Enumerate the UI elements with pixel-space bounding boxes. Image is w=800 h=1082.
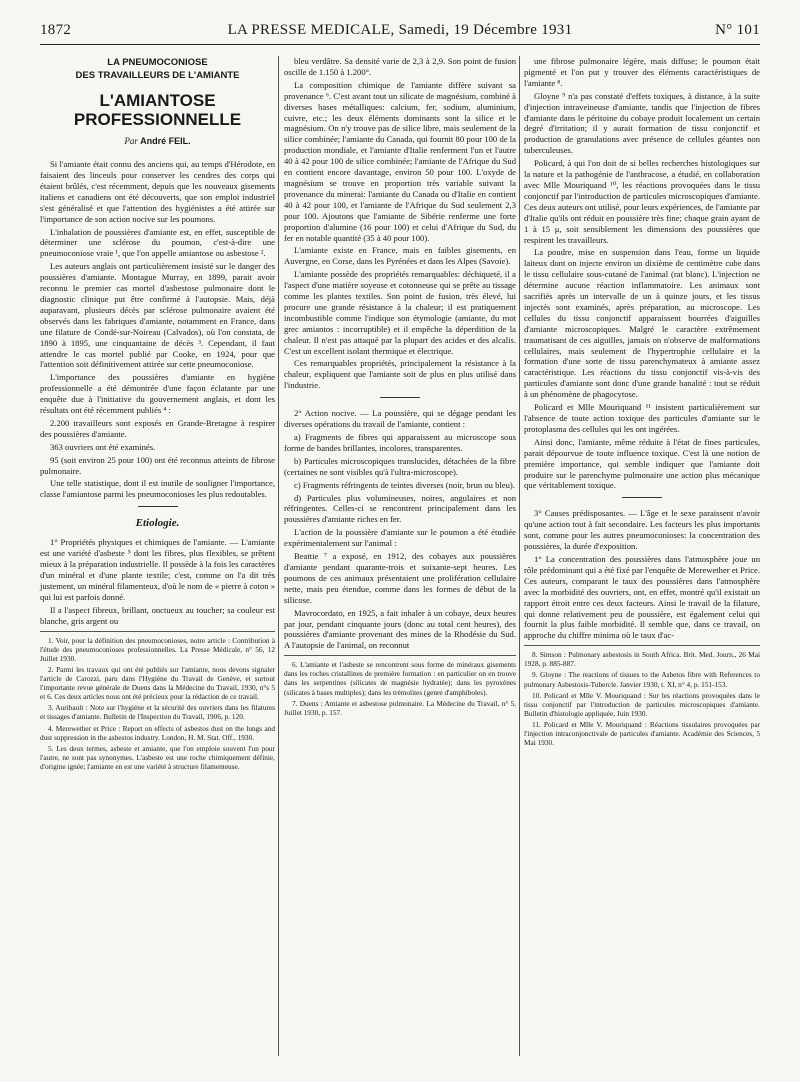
footnote: 9. Gloyne : The reactions of tissues to the Asbetos fibre with References to pulmonary Asbestosis-Tubercle. Janvier 1930, t. XI, n° 4, p. 151-153. — [524, 670, 760, 689]
kicker-line: LA PNEUMOCONIOSE — [107, 57, 208, 68]
paragraph: 95 (soit environ 25 pour 100) ont été reconnus atteints de fibrose pulmonaire. — [40, 454, 275, 476]
paragraph: une fibrose pulmonaire légère, mais diffuse; le poumon était pigmenté et l'on put y trouver des éléments caractéristiques de l'amiante ⁸. — [524, 56, 760, 88]
byline-prefix: Par — [124, 135, 138, 146]
article-title — [40, 91, 275, 130]
paragraph: 3° Causes prédisposantes. — L'âge et le sexe paraissent n'avoir qu'une action tout à fait secondaire. Les facteurs les plus importants sont, comme pour les autres pneumoconioses: la concentration des poussières, la durée d'exposition. — [524, 508, 760, 552]
paragraph: 2° Action nocive. — La poussière, qui se dégage pendant les diverses opérations du travail de l'amiante, contient : — [284, 408, 516, 430]
column-rule — [519, 56, 520, 1056]
title-line: PROFESSIONNELLE — [73, 110, 242, 130]
paragraph: Beattie ⁷ a exposé, en 1912, des cobayes aux poussières d'amiante pendant quarante-trois et soixante-sept heures. Les poumons de ces animaux présentaient une prolifération cellulaire nette, mais peu étendue, comme dans les formes de début de la silicose. — [284, 551, 516, 605]
paragraph: 2.200 travailleurs sont exposés en Grande-Bretagne à respirer des poussières d'amiante. — [40, 417, 275, 439]
paragraph: Les auteurs anglais ont particulièrement insisté sur le danger des poussières d'amiante. Montague Murray, en 1899, parait avoir reconnu le premier cas mortel d'asbestose pulmonaire dont le diagnostic clinique put être confirmé à l'autopsie. Mais, déjà auparavant, plusieurs décès par sclérose pulmonaire avaient été observés dans les fabriques d'amiante, notamment en France, dans une filature de Condé-sur-Noireau (Calvados), où l'on constata, de 1890 à 1895, une cinquantaine de décès ³. Cependant, il faut attendre le cas mortel publié par Cooke, en 1924, pour que l'attention soit définitivement attirée sur cette pneumoconiose. — [40, 261, 275, 370]
paragraph: d) Particules plus volumineuses, noires, angulaires et non réfringentes. Celles-ci se rencontrent principalement dans les poussières d'amiante riches en fer. — [284, 492, 516, 525]
footnotes — [524, 645, 760, 747]
paragraph: Il a l'aspect fibreux, brillant, onctueux au toucher; sa couleur est blanche, gris argent ou — [40, 604, 275, 626]
column-rule — [278, 56, 279, 1056]
paragraph: Policard et Mlle Mouriquand ¹¹ insistent particulièrement sur l'absence de toute action toxique des particules d'amiante sur le protoplasma des cellules qui les ont ingérées. — [524, 402, 760, 434]
divider — [138, 506, 178, 507]
divider — [380, 397, 420, 398]
column-1 — [40, 56, 275, 773]
footnote: 5. Les deux termes, asbeste et amiante, que l'on emploie souvent l'un pour l'autre, ne sont pas synonymes. L'asbeste est une roche chimiquement définie, d'origine ignée; l'amiante en est une variété à structure filamenteuse. — [40, 743, 275, 771]
paragraph: L'inhalation de poussières d'amiante est, en effet, susceptible de déterminer une sclérose du poumon, c'est-à-dire une pneumoconiose vraie ¹, que l'on appelle amiantose ou asbestose ². — [40, 226, 275, 259]
footnote: 8. Simson : Pulmonary asbestosis in South Africa. Brit. Med. Journ., 26 Mai 1928, p. 885-887. — [524, 650, 760, 669]
paragraph: La poudre, mise en suspension dans l'eau, forme un liquide laiteux dont on injecte environ un dixième de centimètre cube dans le tissu cellulaire sous-cutané de l'animal (rat blanc). L'injection ne détermine aucune réaction inflammatoire. Les animaux sont sacrifiés après un intervalle de un à quinze jours, et les tissus injectés sont examinés, après préparation, au microscope. Les cellules du tissu conjonctif apparaissent bourrées d'aiguilles d'amiante microscopiques. Malgré le caractère extrêmement traumatisant de ces aiguilles, jamais on n'observe de malformations cellulaires, mais seulement de l'hypertrophie cellulaire et la formation d'une sorte de tissu parenchymateux à amiante assez caractéristique. Les réactions du tissu conjonctif vis-à-vis des particules d'amiante sont donc d'une grande banalité : tout se réduit à un phénomène de phagocytose. — [524, 247, 760, 400]
col2b-text — [284, 408, 516, 651]
paragraph: 1° La concentration des poussières dans l'atmosphère joue un rôle prédominant qui a été fixé par l'enquête de Merewether et Price. Ces auteurs, comparant le taux des poussières dans l'atmosphère avec la morbidité des ouvriers, ont, en effet, montré qu'il existait un rapport étroit entre ces deux facteurs. Ainsi le travail de la filature, qui donne relativement peu de poussière, est également celui qui fournit la plus faible morbidité. Il semble que, dans ce travail, on approche du chiffre minima où le taux d'ac- — [524, 553, 760, 641]
paragraph: L'amiante possède des propriétés remarquables: déchiqueté, il a l'aspect d'une matière soyeuse et cotonneuse qui se prête au tissage comme les plantes textiles. Son point de fusion, très élevé, lui procure une grande résistance à la chaleur; il est pratiquement incombustible comme l'indique son étymologie (amiante, du mot grec amiantos : incorruptible) et il empêche la déperdition de la chaleur. Il n'est pas attaqué par la plupart des acides et des alcalis. C'est un excellent isolant thermique et électrique. — [284, 269, 516, 356]
paragraph: L'amiante existe en France, mais en faibles gisements, en Auvergne, en Corse, dans les Pyrénées et dans les Alpes (Savoie). — [284, 245, 516, 267]
footnote: 3. Auribault : Note sur l'hygiène et la sécurité des ouvriers dans les filatures et tissages d'amiante. Bulletin de l'Inspection du Travail, 1906, p. 120. — [40, 703, 275, 722]
paragraph: a) Fragments de fibres qui apparaissent au microscope sous forme de bandes brillantes, incolores, transparentes. — [284, 432, 516, 453]
footnote: 11. Policard et Mlle V. Mouriquand : Réactions tissulaires provoquées par l'injection intraconjonctivale de particules d'amiante. Académie des Sciences, 5 Mai 1930. — [524, 719, 760, 748]
paragraph: b) Particules microscopiques translucides, détachées de la fibre (certaines ne sont visibles qu'à l'ultra-microscope). — [284, 455, 516, 477]
footnote: 10. Policard et Mlle V. Mouriquand : Sur les réactions provoquées dans le tissu conjonctif par l'introduction de particules microscopiques d'amiante. Bulletin d'histologie appliquée, Juin 1930. — [524, 690, 760, 718]
footnotes — [284, 655, 516, 717]
footnote: 6. L'amiante et l'asbeste se rencontrent sous forme de minéraux gisements dans les roches cristallines de première formation : en particulier on en trouve dans les serpentines (silicates de magnésie hydratée); dans les pyroxènes (silicates à bases multiples); dans les trémolites (genre d'amphiboles). — [284, 660, 516, 697]
section-heading: Etiologie. — [135, 517, 180, 530]
col2-text — [284, 56, 516, 391]
paragraph: Policard, à qui l'on doit de si belles recherches histologiques sur la nature et la pathogénie de l'anthracose, a étudié, en collaboration avec Mlle Mouriquand ¹⁰, les réactions provoquées dans le tissu conjonctif par l'introduction de particules microscopiques d'amiante. Ces deux auteurs ont utilisé, pour leurs expériences, de l'amiante par d'Italie qu'ils ont réduit en poussière très fine; chaque grain ayant de 1 à 15 μ, soit sensiblement les dimensions des poussières que respirent les travailleurs. — [524, 158, 760, 245]
col1-text — [40, 159, 275, 500]
paragraph: La composition chimique de l'amiante diffère suivant sa provenance ⁶. C'est avant tout un silicate de magnésium, combiné à diverses bases métalliques: calcium, fer, sodium, aluminium, cuivre, etc.; les deux éléments dominants sont la silice et le magnésium. On n'y trouve pas de silice libre, mais seulement de la silice combinée; l'amiante du Canada, qui fournit 80 pour 100 de la production mondiale, et l'amiante d'Italie renferment l'un et l'autre 40 à 42 pour 100 de silice combinée; l'amiante de l'Afrique du Sud en contient encore davantage, environ 50 pour 100. L'oxyde de magnésium se trouve en proportion très variable suivant la provenance du minerai: l'amiante du Canada ou d'Italie en contient 40 à 42 pour 100, et l'amiante de l'Afrique du Sud seulement 2,3 pour 100. Ajoutons que l'amiante de Sibérie renferme une forte proportion d'alumine (16 pour 100) et celui d'Afrique du Sud, du fer en notable quantité (35 à 40 pour 100). — [284, 79, 516, 243]
journal-title: LA PRESSE MEDICALE, Samedi, 19 Décembre 1931 — [227, 22, 573, 38]
footnotes — [40, 631, 275, 772]
title-line: L'AMIANTOSE — [99, 90, 216, 110]
col3b-text — [524, 508, 760, 641]
paragraph: bleu verdâtre. Sa densité varie de 2,3 à 2,9. Son point de fusion oscille de 1.150 à 1.200°. — [284, 56, 516, 77]
paragraph: L'importance des poussières d'amiante en hygiène professionnelle a été démontrée d'une façon éclatante par une enquête due à l'initiative du gouvernement anglais, et dont les résultats ont été récemment publiés ⁴ : — [40, 372, 275, 416]
paragraph: Ces remarquables propriétés, principalement la résistance à la chaleur, expliquent que l'amiante soit de plus en plus utilisé dans l'industrie. — [284, 358, 516, 391]
paragraph: Ainsi donc, l'amiante, même réduite à l'état de fines particules, parait dépourvue de toute influence toxique. C'est là une notion de première importance, qui semble indiquer que l'amiante doit produire sur le parenchyme pulmonaire une action plus mécanique que véritablement toxique. — [524, 436, 760, 491]
paragraph: Si l'amiante était connu des anciens qui, au temps d'Hérodote, en faisaient des linceuls pour conserver les cendres des corps qui étaient brûlés, c'est récemment, depuis que les nouveaux gisements italiens et canadiens ont été découverts, que son emploi industriel s'est généralisé et que l'attention des hygiénistes a été attirée sur l'importance de son action nocive sur les poumons. — [40, 159, 275, 224]
paragraph: c) Fragments réfringents de teintes diverses (noir, brun ou bleu). — [294, 479, 515, 490]
page-header — [40, 18, 760, 45]
page-number: 1872 — [40, 22, 72, 38]
paragraph: 363 ouvriers ont été examinés. — [50, 441, 156, 452]
footnote: 4. Merewether et Price : Report on effects of asbestos dust on the lungs and dust suppression in the asbestos industry. London, H. M. Stat. Off., 1930. — [40, 723, 275, 742]
column-2 — [284, 56, 516, 719]
article-kicker — [40, 56, 275, 83]
paragraph: 1° Propriétés physiques et chimiques de l'amiante. — L'amiante est une variété d'asbeste ⁵ dont les fibres, plus flexibles, se prêtent mieux à la préparation industrielle. Il possède à la fois les caractères d'un minéral et d'une plante textile; c'est, comme on l'a dit très justement, un minéral filamenteux, d'où le nom de « pierre à coton » qui lui est parfois donné. — [40, 537, 275, 602]
col3-text — [524, 56, 760, 491]
paragraph: Mavrocordato, en 1925, a fait inhaler à un cobaye, deux heures par jour, pendant cinquante jours (donc au total cent heures), des poussières d'amiante provenant des mines de la Rhodésie du Sud. A l'autopsie de l'animal, on reconnut — [284, 607, 516, 651]
paragraph: Une telle statistique, dont il est inutile de souligner l'importance, classe l'amiantose parmi les pneumoconioses les plus redoutables. — [40, 478, 275, 500]
paragraph: L'action de la poussière d'amiante sur le poumon a été étudiée expérimentalement sur l'animal : — [284, 527, 516, 549]
byline — [40, 136, 275, 147]
divider — [622, 497, 662, 498]
footnote: 7. Duens : Amiante et asbestose pulmonaire. La Médecine du Travail, n° 5, Juillet 1930, p. 157. — [284, 698, 516, 717]
footnote: 1. Voir, pour la définition des pneumoconioses, notre article : Contribution à l'étude des pneumoconioses professionnelles. La Presse Médicale, n° 56, 12 Juillet 1930. — [40, 635, 275, 663]
column-3 — [524, 56, 760, 749]
issue-number: N° 101 — [715, 22, 760, 38]
footnote: 2. Parmi les travaux qui ont été publiés sur l'amiante, nous devons signaler l'article de Carozzi, paru dans l'Hygiène du Travail de Genève, et surtout l'importante revue générale de Duens dans la Médecine du Travail, 1930, n°s 5 et 6. Ces deux articles nous ont été précieux pour la rédaction de ce travail. — [40, 664, 275, 702]
author-name: André FEIL. — [140, 135, 191, 146]
col1b-text — [40, 537, 275, 626]
paragraph: Gloyne ⁹ n'a pas constaté d'effets toxiques, à distance, à la suite d'injection intraveineuse d'amiante, tandis que l'injection de fibres d'amiante dans le péritoine du cobaye produit localement un certain degré d'irritation; il y aurait formation de tissu conjonctif et production de granulations avec présence de cellules géantes non tuberculeuses. — [524, 90, 760, 156]
kicker-line: DES TRAVAILLEURS DE L'AMIANTE — [75, 70, 240, 82]
